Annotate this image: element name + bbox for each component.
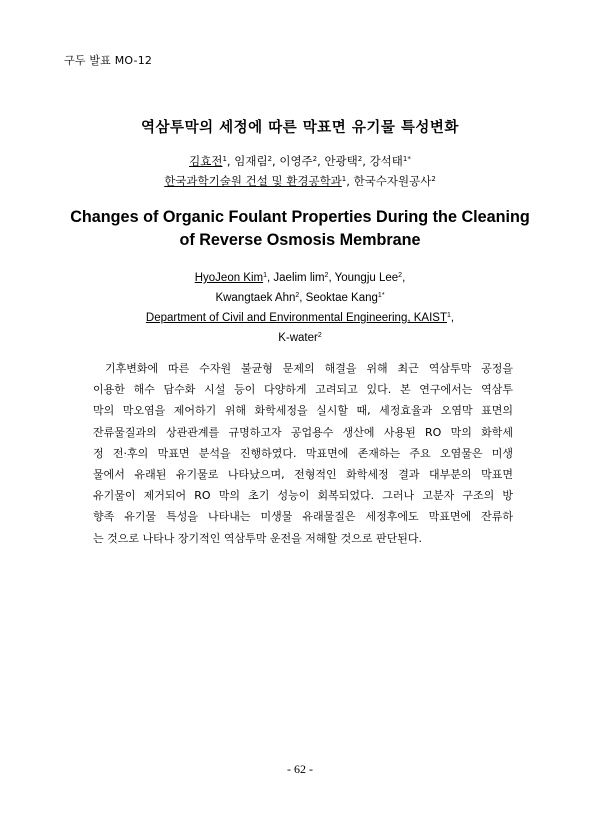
- english-author-block: [0, 268, 600, 348]
- korean-author: 김효전$^1$: [189, 154, 227, 168]
- korean-author: 강석태$^{1*}$: [369, 154, 411, 168]
- abstract-paragraph: [93, 358, 513, 549]
- abstract-line: 정 전·후의 막표면 분석을 진행하였다. 막표면에 존재하는 주요 오염물은 미생: [93, 446, 513, 460]
- english-title-line: Changes of Organic Foulant Properties During the Cleaning: [70, 208, 530, 226]
- abstract-line: 유기물이 제거되어 RO 막의 초기 성능이 회복되었다. 그러나 고분자 구조의 방: [93, 489, 513, 503]
- english-title: [0, 206, 600, 252]
- korean-title: 역삼투막의 세정에 따른 막표면 유기물 특성변화: [141, 120, 459, 136]
- session-label: 구두 발표 MO-12: [64, 54, 153, 67]
- korean-authors-line: 김효전$^1$, 임재림$^2$, 이영주$^2$, 안광택$^2$, 강석태$^{1*}$: [189, 154, 411, 168]
- korean-author: 임재림$^2$: [234, 154, 273, 168]
- english-affiliation-kaist: Department of Civil and Environmental Engineering, KAIST: [145, 312, 447, 324]
- english-author: Youngju Lee$^2$: [334, 272, 403, 284]
- korean-author: 안광택$^2$: [324, 154, 363, 168]
- english-author: Jaelim $\lim^2$: [273, 272, 329, 284]
- korean-author-block: [0, 151, 600, 191]
- korean-affiliations-line: 한국과학기술원 건설 및 환경공학과$^1$, 한국수자원공사$^2$: [164, 174, 436, 188]
- korean-affiliation: 한국수자원공사$^2$: [353, 174, 436, 188]
- page-number: - 62 -: [287, 762, 313, 776]
- english-affiliation-line: Department of Civil and Environmental Engineering, KAIST$^1$,: [145, 312, 455, 324]
- abstract-line: 향족 유기물 특성을 나타내는 미생물 유래물질은 세정후에도 막표면에 잔류하: [93, 510, 513, 524]
- english-author: Kwangtaek Ahn$^2$: [215, 292, 300, 304]
- english-title-line: of Reverse Osmosis Membrane: [179, 231, 421, 249]
- abstract-line: 막의 막오염을 제어하기 위해 화학세정을 실시할 때, 세정효율과 오염막 표면의: [93, 404, 513, 418]
- korean-affiliation: 한국과학기술원 건설 및 환경공학과$^1$: [164, 174, 347, 188]
- abstract-line: 물에서 유래된 유기물로 나타났으며, 전형적인 화학세정 결과 대부분의 막표면: [93, 468, 513, 482]
- english-affiliation-kwater: K-water: [278, 332, 318, 344]
- english-authors-line: HyoJeon Kim$^1$, Jaelim $\lim^2$, Youngju Lee$^2$,: [194, 272, 406, 284]
- korean-author: 이영주$^2$: [279, 154, 318, 168]
- english-authors-line: Kwangtaek Ahn$^2$, Seoktae Kang$^{1*}$: [215, 292, 385, 304]
- abstract-line: 기후변화에 따른 수자원 불균형 문제의 해결을 위해 최근 역삼투막 공정을: [105, 362, 513, 375]
- abstract-line: 잔류물질과의 상관관계를 규명하고자 공업용수 생산에 사용된 RO 막의 화학세: [93, 425, 513, 439]
- abstract-line: 이용한 해수 담수화 시설 등이 다양하게 고려되고 있다. 본 연구에서는 역삼투: [93, 383, 513, 397]
- english-author: HyoJeon Kim$^1$: [194, 272, 268, 284]
- english-affiliation-line: K-water$^2$: [278, 332, 322, 344]
- english-author: Seoktae Kang$^{1*}$: [305, 292, 385, 304]
- abstract-line: 는 것으로 나타나 장기적인 역삼투막 운전을 저해할 것으로 판단된다.: [93, 531, 422, 545]
